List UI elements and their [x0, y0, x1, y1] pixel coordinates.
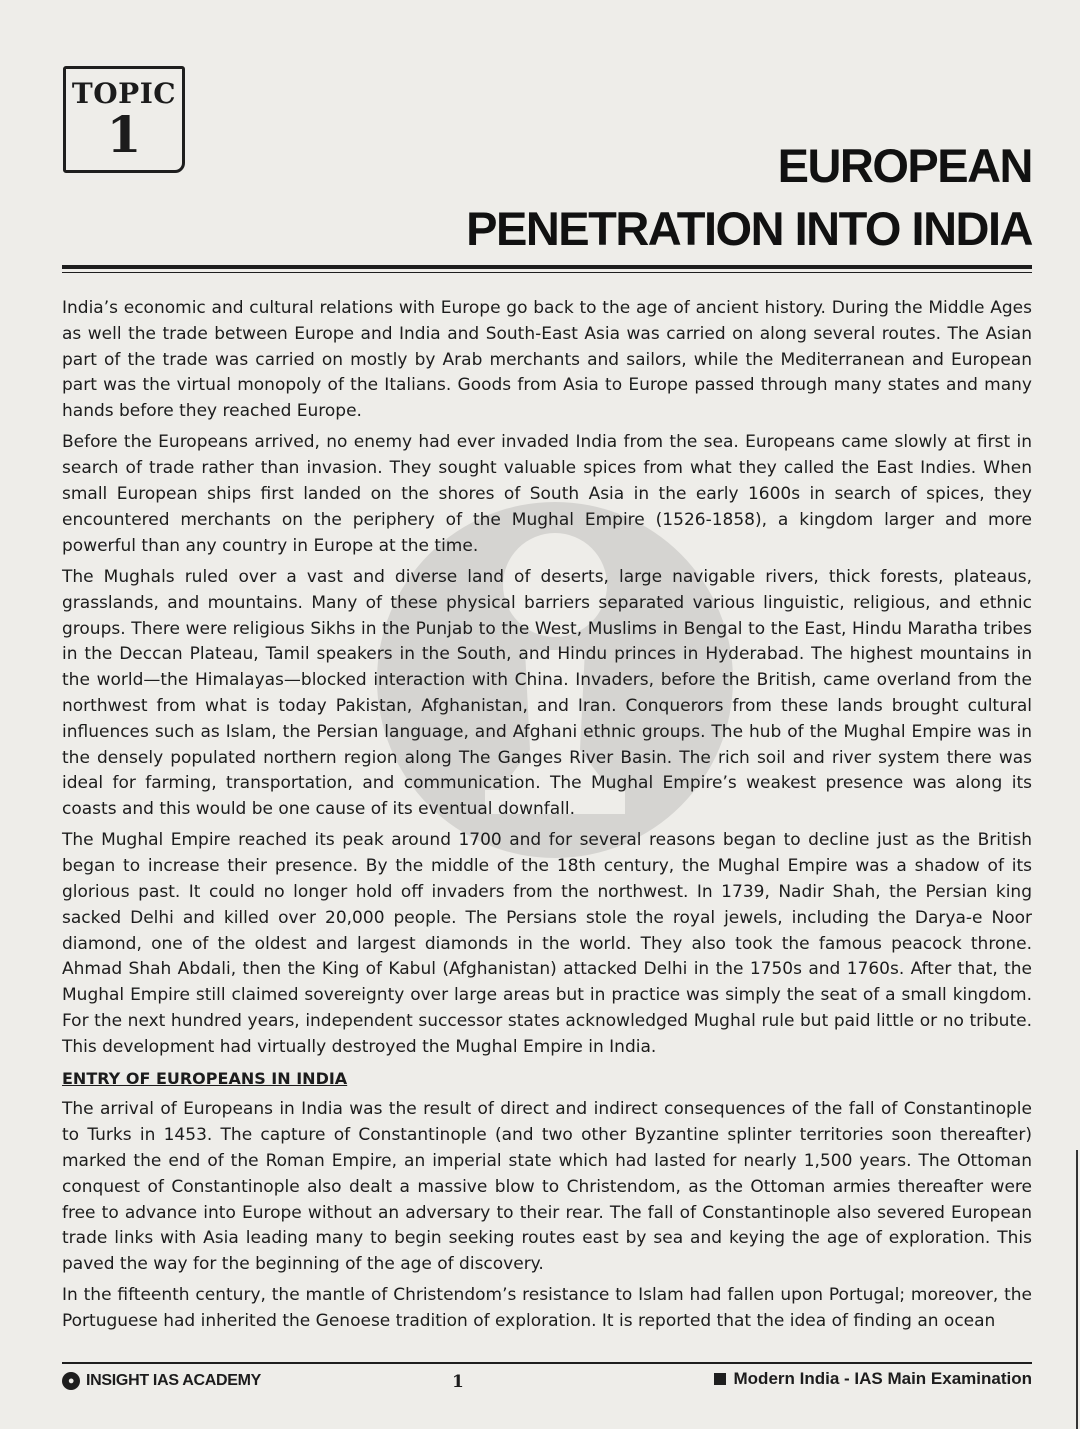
footer-publisher	[62, 1372, 261, 1390]
page-number: 1	[452, 1372, 464, 1392]
page-title	[466, 134, 1032, 260]
paragraph: In the fifteenth century, the mantle of Christendom’s resistance to Islam had fallen upon Portugal; moreover, the Portuguese had inherited the Genoese tradition of exploration. It is reported that the idea of finding an ocean	[62, 1285, 1032, 1332]
book-title: Modern India - IAS Main Examination	[733, 1369, 1032, 1388]
title-divider-thin	[62, 272, 1032, 273]
page-edge-shadow	[1076, 1150, 1078, 1429]
paragraph: The arrival of Europeans in India was the result of direct and indirect consequences of the fall of Constantinople to Turks in 1453. The capture of Constantinople (and two other Byzantine splinter territories soon thereafter) marked the end of the Roman Empire, an imperial state which had lasted for nearly 1,500 years. The Ottoman conquest of Constantinople also dealt a massive blow to Christendom, as the Ottoman armies thereafter were free to advance into Europe without an adversary to their rear. The fall of Constantinople also severed European trade links with Asia leading many to begin seeking routes east by sea and keying the age of exploration. This paved the way for the beginning of the age of discovery.	[62, 1099, 1032, 1275]
publisher-name: INSIGHT IAS ACADEMY	[86, 1372, 262, 1389]
footer-divider	[62, 1362, 1032, 1364]
title-line-2: PENETRATION INTO INDIA	[466, 202, 1032, 255]
title-divider-thick	[62, 265, 1032, 269]
article-body	[62, 296, 1032, 1341]
title-line-1: EUROPEAN	[777, 139, 1032, 192]
topic-label: TOPIC	[71, 77, 177, 110]
topic-badge	[63, 66, 185, 173]
paragraph: India’s economic and cultural relations with Europe go back to the age of ancient history. During the Middle Ages as well the trade between Europe and India and South-East Asia was carried on along several routes. The Asian part of the trade was carried on mostly by Arab merchants and sailors, while the Mediterranean and European part was the virtual monopoly of the Italians. Goods from Asia to Europe passed through many states and many hands before they reached Europe.	[62, 298, 1032, 422]
paragraph: The Mughals ruled over a vast and diverse land of deserts, large navigable rivers, thick forests, plateaus, grasslands, and mountains. Many of these physical barriers separated various linguistic, religious, and ethnic groups. There were religious Sikhs in the Punjab to the West, Muslims in Bengal to the East, Hindu Maratha tribes in the Deccan Plateau, Tamil speakers in the South, and Hindu princes in Hyderabad. The highest mountains in the world—the Himalayas—blocked interaction with China. Invaders, before the British, came overland from the northwest from what is today Pakistan, Afghanistan, and Iran. Conquerors from these lands brought cultural influences such as Islam, the Persian language, and Afghani ethnic groups. The hub of the Mughal Empire was in the densely populated northern region along The Ganges River Basin. The rich soil and river system there was ideal for farming, transportation, and communication. The Mughal Empire’s weakest presence was along its coasts and this would be one cause of its eventual downfall.	[62, 566, 1032, 820]
topic-number: 1	[106, 105, 142, 164]
section-heading: ENTRY OF EUROPEANS IN INDIA	[62, 1069, 348, 1089]
paragraph: Before the Europeans arrived, no enemy had ever invaded India from the sea. Europeans came slowly at first in search of trade rather than invasion. They sought valuable spices from what they called the East Indies. When small European ships first landed on the shores of South Asia in the early 1600s in search of spices, they encountered merchants on the periphery of the Mughal Empire (1526-1858), a kingdom larger and more powerful than any country in Europe at the time.	[62, 432, 1032, 556]
footer-book-title	[714, 1369, 1032, 1389]
paragraph: The Mughal Empire reached its peak around 1700 and for several reasons began to decline just as the British began to increase their presence. By the middle of the 18th century, the Mughal Empire was a shadow of its glorious past. It could no longer hold off invaders from the northwest. In 1739, Nadir Shah, the Persian king sacked Delhi and killed over 20,000 people. The Persians stole the royal jewels, including the Darya-e Noor diamond, one of the oldest and largest diamonds in the world. They also took the famous peacock throne. Ahmad Shah Abdali, then the King of Kabul (Afghanistan) attacked Delhi in the 1750s and 1760s. After that, the Mughal Empire still claimed sovereignty over large areas but in practice was simply the seat of a small kingdom. For the next hundred years, independent successor states acknowledged Mughal rule but paid little or no tribute. This development had virtually destroyed the Mughal Empire in India.	[62, 830, 1032, 1057]
publisher-logo-icon: ●	[62, 1372, 80, 1390]
square-bullet-icon	[714, 1373, 726, 1385]
